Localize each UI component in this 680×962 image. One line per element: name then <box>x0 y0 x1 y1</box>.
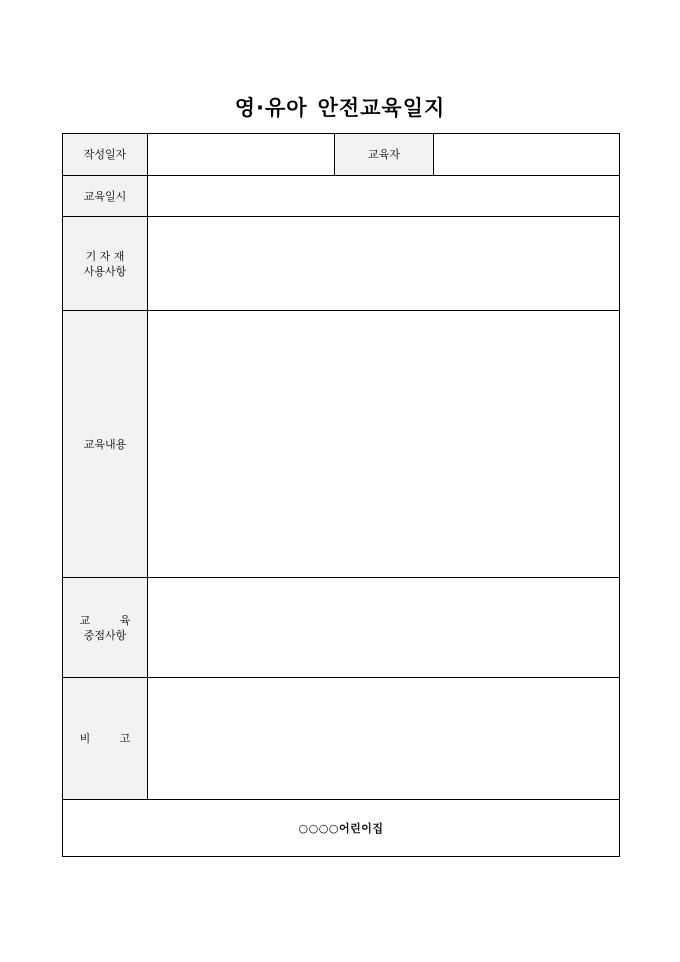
row-focus <box>63 578 620 678</box>
content-label: 교육내용 <box>63 311 148 578</box>
date-written-label: 작성일자 <box>63 134 148 176</box>
remarks-label: 비 고 <box>63 678 148 800</box>
date-written-field[interactable] <box>148 134 335 176</box>
equipment-label-line-2: 사용사항 <box>83 264 127 278</box>
educator-field[interactable] <box>434 134 620 176</box>
equipment-field[interactable] <box>148 217 620 311</box>
row-equipment <box>63 217 620 311</box>
page-title <box>0 93 680 123</box>
focus-field[interactable] <box>148 578 620 678</box>
row-content <box>63 311 620 578</box>
safety-education-form <box>62 133 620 857</box>
focus-label-line-2: 중점사항 <box>83 628 127 642</box>
education-datetime-field[interactable] <box>148 176 620 217</box>
educator-label: 교육자 <box>335 134 434 176</box>
row-remarks <box>63 678 620 800</box>
education-datetime-label: 교육일시 <box>63 176 148 217</box>
focus-label-line-1: 교 육 <box>79 613 131 627</box>
daycare-name: ○○○○어린이집 <box>63 800 620 857</box>
content-field[interactable] <box>148 311 620 578</box>
equipment-label <box>63 217 148 311</box>
remarks-field[interactable] <box>148 678 620 800</box>
title-part-2: 안전교육일지 <box>317 96 446 120</box>
equipment-label-line-1: 기 자 재 <box>85 249 125 263</box>
title-part-1: 영·유아 <box>234 96 308 120</box>
row-date-written <box>63 134 620 176</box>
row-education-datetime <box>63 176 620 217</box>
focus-label <box>63 578 148 678</box>
row-footer <box>63 800 620 857</box>
